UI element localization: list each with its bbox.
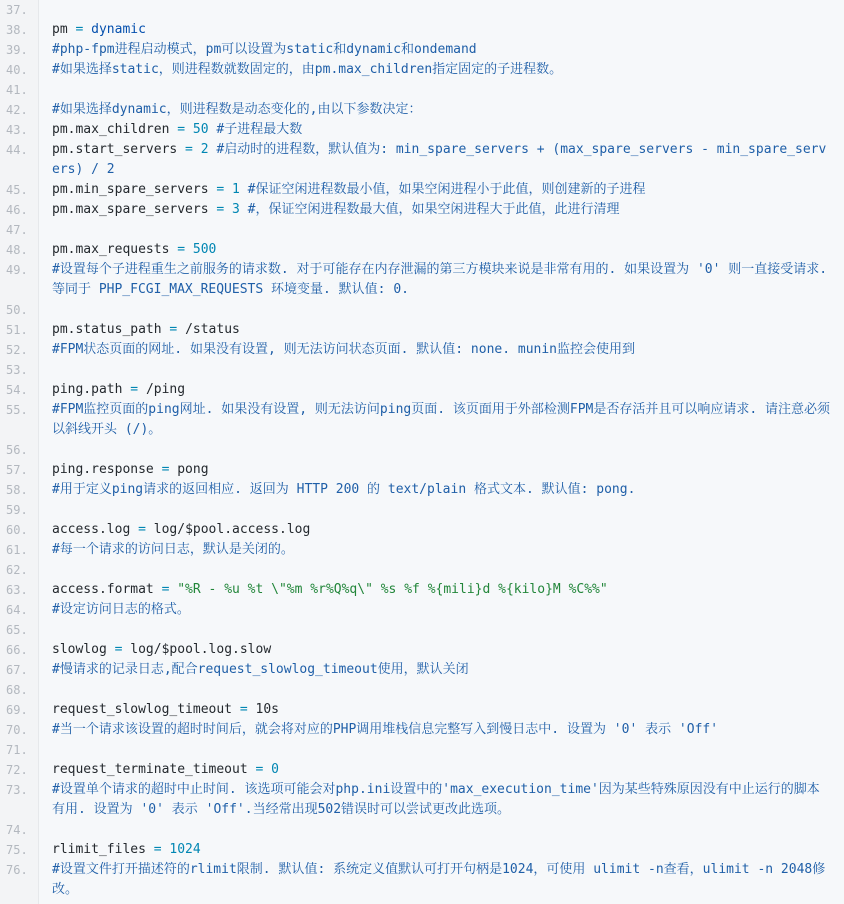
line-number: 58. xyxy=(6,483,28,497)
line-number: 41. xyxy=(6,83,28,97)
code-line xyxy=(0,20,844,40)
code-line xyxy=(0,240,844,260)
line-number: 39. xyxy=(6,43,28,57)
line-number: 47. xyxy=(6,223,28,237)
line-number: 61. xyxy=(6,543,28,557)
line-text: pm.status_path = /status xyxy=(52,322,240,337)
code-line xyxy=(0,0,844,20)
line-number: 44. xyxy=(6,143,28,157)
line-text: ping.path = /ping xyxy=(52,382,186,397)
code-line xyxy=(0,220,844,240)
line-text: #如果选择static，则进程数就数固定的，由pm.max_children指定固定的子进程数。 xyxy=(52,62,563,77)
line-text: slowlog = log/$pool.log.slow xyxy=(52,642,272,657)
code-line xyxy=(0,860,844,900)
line-number: 56. xyxy=(6,443,28,457)
code-line xyxy=(0,380,844,400)
line-number: 72. xyxy=(6,763,28,777)
line-number: 67. xyxy=(6,663,28,677)
line-text: #FPM监控页面的ping网址. 如果没有设置, 则无法访问ping页面. 该页面用于外部检测FPM是否存活并且可以响应请求. 请注意必须以斜线开头 (/)。 xyxy=(52,402,831,437)
line-number: 75. xyxy=(6,843,28,857)
code-line xyxy=(0,640,844,660)
line-text: request_slowlog_timeout = 10s xyxy=(52,702,279,717)
line-text: pm.max_requests = 500 xyxy=(52,242,217,257)
line-number: 63. xyxy=(6,583,28,597)
line-text: #当一个请求该设置的超时时间后，就会将对应的PHP调用堆栈信息完整写入到慢日志中. 设置为 '0' 表示 'Off' xyxy=(52,722,719,737)
line-number: 74. xyxy=(6,823,28,837)
line-number: 50. xyxy=(6,303,28,317)
code-line xyxy=(0,80,844,100)
line-number: 76. xyxy=(6,863,28,877)
code-line xyxy=(0,700,844,720)
line-number: 40. xyxy=(6,63,28,77)
line-text: rlimit_files = 1024 xyxy=(52,842,201,857)
line-number: 49. xyxy=(6,263,28,277)
code-line xyxy=(0,400,844,440)
code-line xyxy=(0,820,844,840)
line-number: 70. xyxy=(6,723,28,737)
line-number: 46. xyxy=(6,203,28,217)
line-text: #php-fpm进程启动模式，pm可以设置为static和dynamic和ondemand xyxy=(52,42,477,57)
line-text: ping.response = pong xyxy=(52,462,209,477)
code-line xyxy=(0,260,844,300)
code-line xyxy=(0,500,844,520)
line-text: #设置单个请求的超时中止时间. 该选项可能会对php.ini设置中的'max_execution_time'因为某些特殊原因没有中止运行的脚本有用. 设置为 '0' 表示 'Off'.当经常出现502错误时可以尝试更改此选项。 xyxy=(52,782,820,817)
code-line xyxy=(0,580,844,600)
line-number: 45. xyxy=(6,183,28,197)
line-text: #FPM状态页面的网址. 如果没有设置, 则无法访问状态页面. 默认值: none. munin监控会使用到 xyxy=(52,342,636,357)
line-number: 65. xyxy=(6,623,28,637)
code-line xyxy=(0,440,844,460)
line-number: 64. xyxy=(6,603,28,617)
code-line xyxy=(0,180,844,200)
line-text: #如果选择dynamic，则进程数是动态变化的,由以下参数决定： xyxy=(52,102,422,117)
line-text: #设置文件打开描述符的rlimit限制. 默认值: 系统定义值默认可打开句柄是1024，可使用 ulimit -n查看，ulimit -n 2048修改。 xyxy=(52,862,826,897)
code-line xyxy=(0,560,844,580)
line-text: request_terminate_timeout = 0 xyxy=(52,762,279,777)
code-line xyxy=(0,840,844,860)
line-number: 62. xyxy=(6,563,28,577)
line-text: pm = dynamic xyxy=(52,22,146,37)
line-number: 60. xyxy=(6,523,28,537)
code-line xyxy=(0,360,844,380)
line-text: access.log = log/$pool.access.log xyxy=(52,522,311,537)
line-number: 42. xyxy=(6,103,28,117)
line-text: #设定访问日志的格式。 xyxy=(52,602,190,617)
line-number: 66. xyxy=(6,643,28,657)
code-line xyxy=(0,760,844,780)
code-line xyxy=(0,340,844,360)
line-text: #慢请求的记录日志,配合request_slowlog_timeout使用，默认关闭 xyxy=(52,662,469,677)
line-text: #用于定义ping请求的返回相应. 返回为 HTTP 200 的 text/plain 格式文本. 默认值: pong. xyxy=(52,482,636,497)
line-number: 69. xyxy=(6,703,28,717)
code-line xyxy=(0,520,844,540)
line-number: 55. xyxy=(6,403,28,417)
code-line xyxy=(0,460,844,480)
code-line xyxy=(0,40,844,60)
line-number: 59. xyxy=(6,503,28,517)
code-line xyxy=(0,660,844,680)
line-number: 54. xyxy=(6,383,28,397)
code-line xyxy=(0,300,844,320)
code-line xyxy=(0,120,844,140)
line-number: 48. xyxy=(6,243,28,257)
line-number: 51. xyxy=(6,323,28,337)
line-number: 68. xyxy=(6,683,28,697)
code-line xyxy=(0,320,844,340)
line-number: 52. xyxy=(6,343,28,357)
code-line xyxy=(0,100,844,120)
code-line xyxy=(0,480,844,500)
line-number: 38. xyxy=(6,23,28,37)
code-line xyxy=(0,540,844,560)
code-line xyxy=(0,600,844,620)
code-line xyxy=(0,60,844,80)
line-number: 57. xyxy=(6,463,28,477)
line-number: 43. xyxy=(6,123,28,137)
line-number: 53. xyxy=(6,363,28,377)
code-line xyxy=(0,740,844,760)
code-line xyxy=(0,780,844,820)
line-number: 71. xyxy=(6,743,28,757)
line-text: access.format = "%R - %u %t \"%m %r%Q%q\" %s %f %{mili}d %{kilo}M %C%%" xyxy=(52,582,608,597)
line-text: #每一个请求的访问日志，默认是关闭的。 xyxy=(52,542,294,557)
code-line xyxy=(0,140,844,180)
line-text: #设置每个子进程重生之前服务的请求数. 对于可能存在内存泄漏的第三方模块来说是非常有用的. 如果设置为 '0' 则一直接受请求. 等同于 PHP_FCGI_MAX_REQUESTS 环境变量. 默认值: 0. xyxy=(52,262,835,297)
code-line xyxy=(0,200,844,220)
line-text: pm.start_servers = 2 #启动时的进程数，默认值为: min_spare_servers + (max_spare_servers - min_spare_servers) / 2 xyxy=(52,142,827,177)
line-text: pm.min_spare_servers = 1 #保证空闲进程数最小值，如果空闲进程小于此值，则创建新的子进程 xyxy=(52,182,646,197)
line-text: pm.max_spare_servers = 3 #，保证空闲进程数最大值，如果空闲进程大于此值，此进行清理 xyxy=(52,202,620,217)
code-line xyxy=(0,680,844,700)
code-line xyxy=(0,720,844,740)
line-number: 73. xyxy=(6,783,28,797)
line-text: pm.max_children = 50 #子进程最大数 xyxy=(52,122,303,137)
code-line xyxy=(0,620,844,640)
line-number: 37. xyxy=(6,3,28,17)
